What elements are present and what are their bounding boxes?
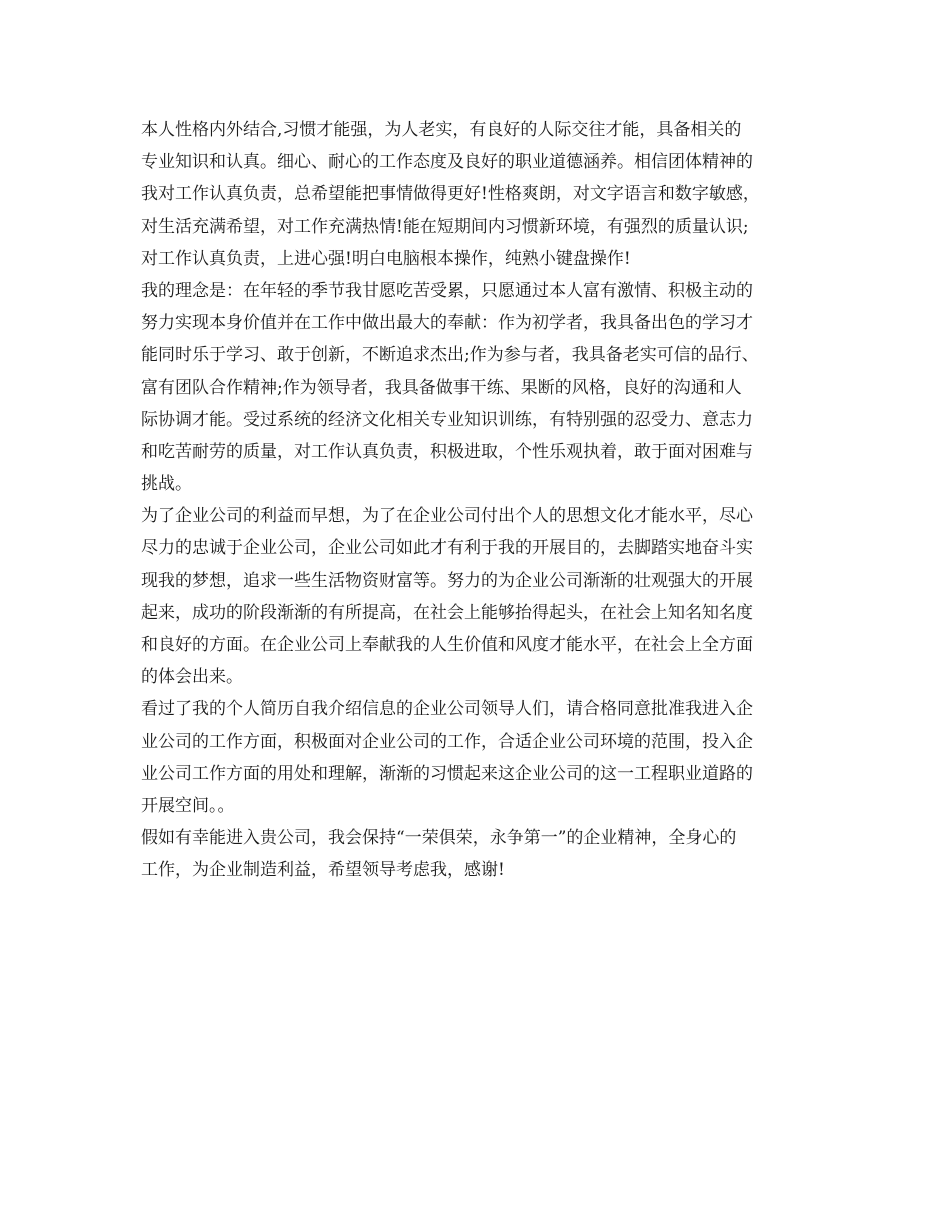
text-line: 看过了我的个人简历自我介绍信息的企业公司领导人们，请合格同意批准我进入企 (141, 699, 753, 720)
text-line: 和良好的方面。在企业公司上奉献我的人生价值和风度才能水平，在社会上全方面 (141, 635, 753, 655)
text-line: 假如有幸能进入贵公司，我会保持“一荣俱荣，永争第一”的企业精神，全身心的 (141, 828, 737, 849)
text-line: 际协调才能。受过系统的经济文化相关专业知识训练，有特别强的忍受力、意志力 (141, 409, 753, 430)
text-line: 富有团队合作精神;作为领导者，我具备做事干练、果断的风格，良好的沟通和人 (141, 377, 742, 398)
text-line: 起来，成功的阶段渐渐的有所提高，在社会上能够抬得起头，在社会上知名知名度 (141, 602, 753, 623)
text-line: 尽力的忠诚于企业公司，企业公司如此才有利于我的开展目的，去脚踏实地奋斗实 (141, 538, 753, 559)
text-line: 和吃苦耐劳的质量，对工作认真负责，积极进取，个性乐观执着，敢于面对困难与 (141, 441, 753, 462)
text-line: 工作，为企业制造利益，希望领导考虑我，感谢! (141, 860, 505, 881)
text-line: 本人性格内外结合,习惯才能强，为人老实，有良好的人际交往才能，具备相关的 (141, 120, 742, 140)
text-line: 的体会出来。 (141, 667, 243, 688)
text-line: 现我的梦想，追求一些生活物资财富等。努力的为企业公司渐渐的壮观强大的开展 (141, 570, 753, 591)
text-line: 对生活充满希望，对工作充满热情!能在短期间内习惯新环境，有强烈的质量认识; (141, 216, 749, 237)
text-line: 我的理念是：在年轻的季节我甘愿吃苦受累，只愿通过本人富有激情、积极主动的 (141, 280, 753, 301)
text-line: 为了企业公司的利益而早想，为了在企业公司付出个人的思想文化才能水平，尽心 (141, 506, 753, 527)
text-line: 努力实现本身价值并在工作中做出最大的奉献：作为初学者，我具备出色的学习才 (141, 313, 753, 334)
paragraph-personality (141, 114, 823, 275)
text-line: 业公司的工作方面，积极面对企业公司的工作，合适企业公司环境的范围，投入企 (141, 731, 753, 752)
text-line: 能同时乐于学习、敢于创新，不断追求杰出;作为参与者，我具备老实可信的品行、 (141, 345, 759, 366)
text-line: 对工作认真负责，上进心强!明白电脑根本操作，纯熟小键盘操作! (141, 248, 631, 269)
text-line: 挑战。 (141, 474, 192, 495)
paragraph-request (141, 693, 823, 822)
text-line: 业公司工作方面的用处和理解，渐渐的习惯起来这企业公司的这一工程职业道路的 (141, 763, 753, 784)
text-line: 专业知识和认真。细心、耐心的工作态度及良好的职业道德涵养。相信团体精神的 (141, 152, 753, 173)
text-line: 开展空间。。 (141, 795, 235, 816)
document-body (141, 114, 823, 887)
paragraph-philosophy (141, 275, 823, 500)
paragraph-closing (141, 822, 823, 886)
paragraph-company-interest (141, 500, 823, 693)
text-line: 我对工作认真负责，总希望能把事情做得更好!性格爽朗，对文字语言和数字敏感， (141, 184, 760, 205)
